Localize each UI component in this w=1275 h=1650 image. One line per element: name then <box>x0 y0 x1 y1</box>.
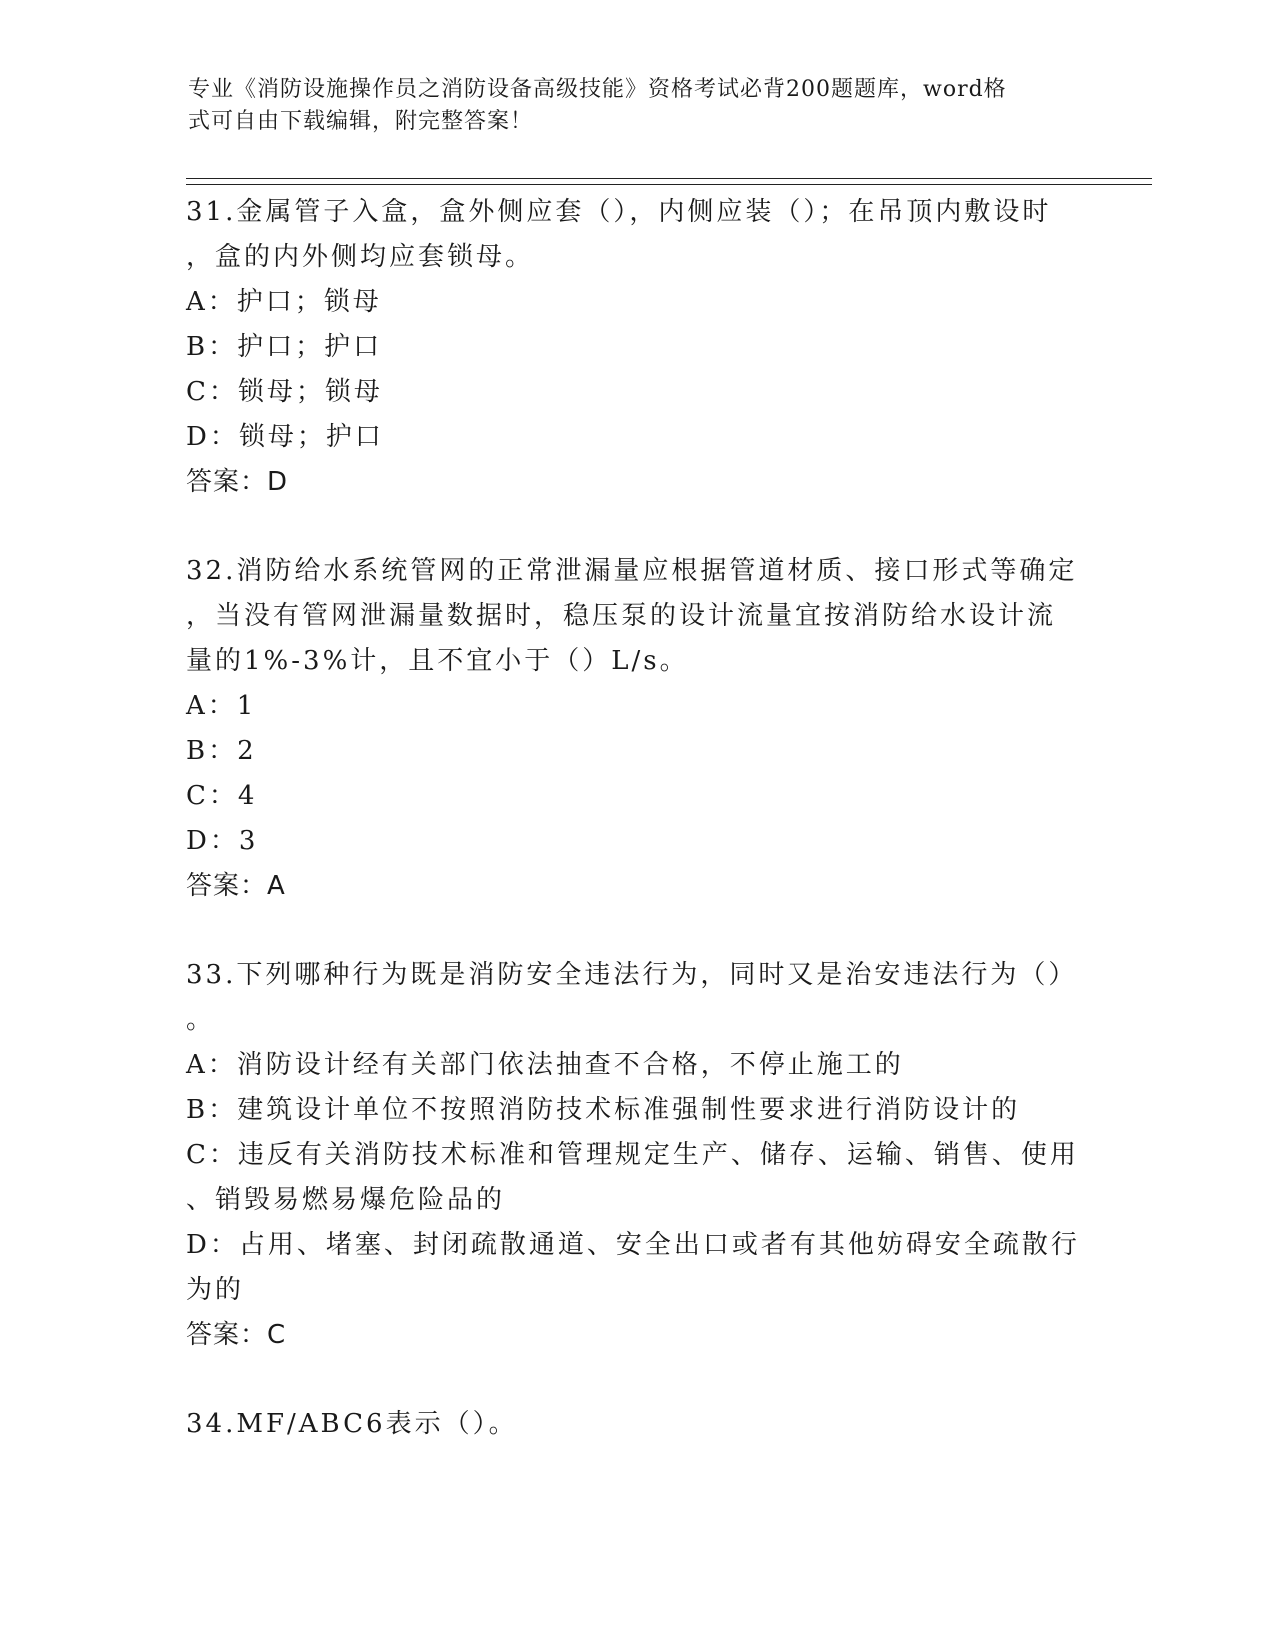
answer-option: C：4 <box>186 781 258 811</box>
question-stem-line: 。 <box>186 1005 216 1035</box>
answer-option: A：1 <box>186 691 257 721</box>
question-item <box>186 549 1086 909</box>
answer-option: 为的 <box>186 1275 245 1305</box>
answer-option: A：护口；锁母 <box>186 287 382 317</box>
question-item <box>186 190 1086 505</box>
question-stem-line: 31.金属管子入盒，盒外侧应套（），内侧应装（）；在吊顶内敷设时 <box>186 197 1052 227</box>
answer-option: B：护口；护口 <box>186 332 383 362</box>
answer-option: 、销毁易燃易爆危险品的 <box>186 1185 506 1215</box>
answer-option: A：消防设计经有关部门依法抽查不合格，不停止施工的 <box>186 1050 904 1080</box>
answer-option: B：建筑设计单位不按照消防技术标准强制性要求进行消防设计的 <box>186 1095 1021 1125</box>
answer-key: 答案：C <box>186 1320 287 1350</box>
answer-option: D：锁母；护口 <box>186 422 384 452</box>
header-line-2: 式可自由下载编辑，附完整答案！ <box>188 109 534 134</box>
answer-option: B：2 <box>186 736 257 766</box>
header-line-1: 专业《消防设施操作员之消防设备高级技能》资格考试必背200题题库，word格 <box>188 77 1007 102</box>
answer-key: 答案：D <box>186 467 289 497</box>
question-stem-line: ，当没有管网泄漏量数据时，稳压泵的设计流量宜按消防给水设计流 <box>186 601 1057 631</box>
question-stem-line: 量的1%-3%计，且不宜小于（）L/s。 <box>186 646 689 676</box>
question-stem-line: 32.消防给水系统管网的正常泄漏量应根据管道材质、接口形式等确定 <box>186 556 1078 586</box>
document-header <box>188 74 1068 138</box>
answer-option: D：3 <box>186 826 259 856</box>
question-item <box>186 953 1086 1358</box>
question-stem-line: ，盒的内外侧均应套锁母。 <box>186 242 535 272</box>
answer-option: C：违反有关消防技术标准和管理规定生产、储存、运输、销售、使用 <box>186 1140 1079 1170</box>
question-list <box>186 190 1086 1491</box>
question-item <box>186 1402 1086 1447</box>
answer-option: C：锁母；锁母 <box>186 377 383 407</box>
header-divider-bottom <box>186 184 1152 185</box>
question-stem-line: 34.MF/ABC6表示（）。 <box>186 1409 518 1439</box>
header-divider-top <box>186 178 1152 179</box>
answer-key: 答案：A <box>186 871 286 901</box>
question-stem-line: 33.下列哪种行为既是消防安全违法行为，同时又是治安违法行为（） <box>186 960 1078 990</box>
answer-option: D：占用、堵塞、封闭疏散通道、安全出口或者有其他妨碍安全疏散行 <box>186 1230 1080 1260</box>
